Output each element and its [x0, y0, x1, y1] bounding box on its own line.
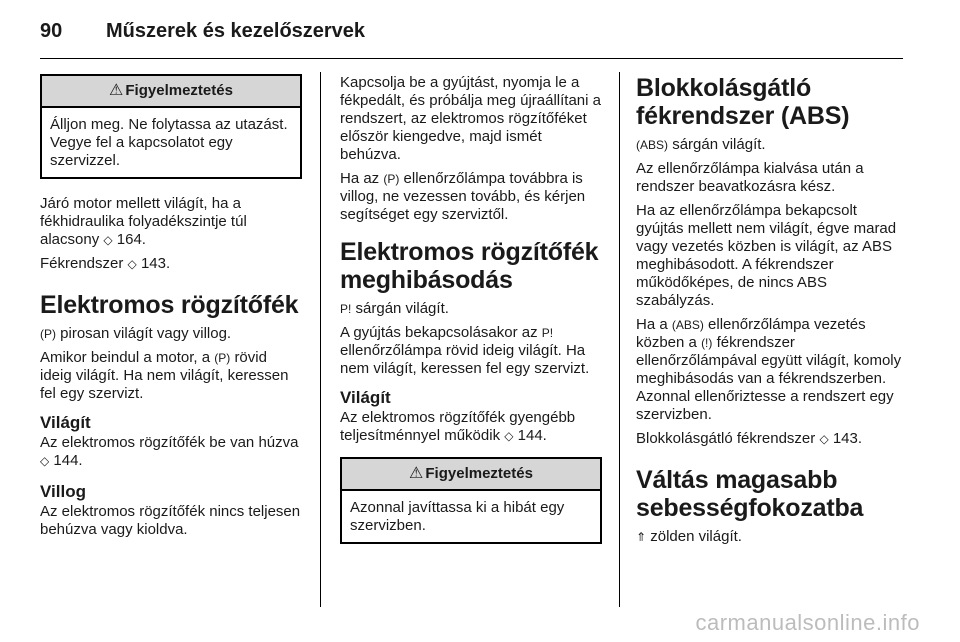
parking-brake-fault-icon: P! — [541, 326, 554, 340]
text: Az elektromos rögzítőfék be van húzva — [40, 434, 299, 451]
paragraph: Kapcsolja be a gyújtást, nyomja le a fékpedált, és próbálja meg újraállítani a rendszert, az elektromos rögzítőféket először kiengedve, majd ismét behúzva. — [340, 74, 601, 163]
paragraph: Ha az ellenőrzőlámpa bekapcsolt gyújtás mellett nem világít, égve marad vagy vezetés közben is világít, az ABS meghibásodott. A fékrendszer működőképes, de nincs ABS szabályzás. — [636, 202, 897, 309]
page-number: 90 — [40, 20, 63, 42]
paragraph — [340, 409, 602, 445]
section-heading: Elektromos rögzítőfék meghibásodás — [340, 238, 599, 294]
page-reference-link[interactable]: 164. — [116, 231, 146, 248]
page-reference-link[interactable]: 143. — [832, 430, 863, 447]
paragraph — [636, 316, 902, 424]
paragraph — [40, 195, 302, 249]
text: A gyújtás bekapcsolásakor az — [340, 324, 538, 341]
abs-icon: (ABS) — [671, 318, 704, 332]
text: fékrendszer ellenőrzőlámpával együtt világít, komoly meghibásodás van a fékrendszerben. Azonnal ellenőriztesse a rendszert egy szervizben. — [636, 334, 902, 423]
paragraph — [636, 528, 902, 546]
subheading: Világít — [40, 413, 91, 432]
subheading: Világít — [340, 388, 391, 407]
shift-up-icon: ⇑ — [636, 530, 647, 544]
header-rule — [40, 58, 903, 59]
paragraph: Az elektromos rögzítőfék nincs teljesen behúzva vagy kioldva. — [40, 503, 301, 538]
column-right — [636, 74, 902, 552]
text: sárgán világít. — [355, 300, 449, 317]
text: ellenőrzőlámpa továbbra is villog, ne vezessen tovább, és kérjen segítséget egy szerviztől. — [340, 170, 586, 223]
brake-warning-icon: (!) — [701, 336, 713, 350]
warning-header — [342, 459, 600, 491]
warning-triangle-icon: ⚠ — [109, 82, 124, 99]
text: Az elektromos rögzítőfék gyengébb teljesítménnyel működik — [340, 409, 576, 444]
warning-body: Azonnal javíttassa ki a hibát egy szervizben. — [350, 499, 565, 534]
text: Amikor beindul a motor, a — [40, 349, 211, 366]
text: ellenőrzőlámpa rövid ideig világít. Ha nem világít, keressen fel egy szervizt. — [340, 342, 590, 377]
parking-brake-icon: (P) — [40, 327, 56, 341]
text: rövid ideig világít. Ha nem világít, keressen fel egy szervizt. — [40, 349, 289, 402]
watermark: carmanualsonline.info — [695, 610, 920, 635]
reference-arrow-icon: ◇ — [40, 454, 50, 468]
parking-brake-icon: (P) — [214, 351, 231, 365]
column-middle — [340, 74, 602, 560]
page-reference-link[interactable]: 143. — [140, 255, 171, 272]
warning-box — [340, 457, 602, 544]
paragraph — [636, 430, 902, 448]
abs-icon: (ABS) — [636, 138, 669, 152]
column-divider — [320, 72, 321, 607]
paragraph — [40, 434, 302, 470]
page-title: Műszerek és kezelőszervek — [106, 20, 366, 42]
parking-brake-fault-icon: P! — [340, 302, 352, 316]
warning-body: Álljon meg. Ne folytassa az utazást. Vegye fel a kapcsolatot egy szervizzel. — [50, 116, 288, 169]
text: pirosan világít vagy villog. — [60, 325, 232, 342]
text: zölden világít. — [650, 528, 742, 545]
paragraph — [340, 170, 602, 224]
text: Ha az — [340, 170, 380, 187]
paragraph — [340, 300, 602, 318]
warning-box — [40, 74, 302, 179]
warning-header — [42, 76, 300, 108]
page-header — [40, 20, 365, 43]
column-left — [40, 74, 302, 545]
paragraph — [40, 325, 302, 343]
paragraph — [40, 349, 302, 403]
section-heading: Elektromos rögzítőfék — [40, 291, 299, 319]
column-divider — [619, 72, 620, 607]
text: Fékrendszer — [40, 255, 124, 272]
paragraph — [340, 324, 602, 378]
reference-arrow-icon: ◇ — [504, 429, 514, 443]
text: Járó motor mellett világít, ha a fékhidraulika folyadékszintje túl alacsony — [40, 195, 247, 248]
section-heading: Blokkolásgátló fékrendszer (ABS) — [636, 74, 850, 130]
parking-brake-icon: (P) — [383, 172, 400, 186]
reference-arrow-icon: ◇ — [127, 257, 137, 271]
subheading: Villog — [40, 482, 86, 501]
text: Ha a — [636, 316, 668, 333]
paragraph — [636, 136, 902, 154]
text: sárgán világít. — [672, 136, 766, 153]
paragraph — [40, 255, 302, 273]
paragraph: Az ellenőrzőlámpa kialvása után a rendszer beavatkozásra kész. — [636, 160, 864, 195]
warning-title: Figyelmeztetés — [125, 82, 233, 99]
page-reference-link[interactable]: 144. — [53, 452, 83, 469]
page-reference-link[interactable]: 144. — [517, 427, 547, 444]
reference-arrow-icon: ◇ — [103, 233, 113, 247]
text: ellenőrzőlámpa vezetés közben a — [636, 316, 866, 351]
section-heading: Váltás magasabb sebességfokozatba — [636, 466, 864, 522]
warning-triangle-icon: ⚠ — [409, 465, 424, 482]
text: Blokkolásgátló fékrendszer — [636, 430, 816, 447]
warning-title: Figyelmeztetés — [425, 465, 533, 482]
reference-arrow-icon: ◇ — [819, 432, 829, 446]
